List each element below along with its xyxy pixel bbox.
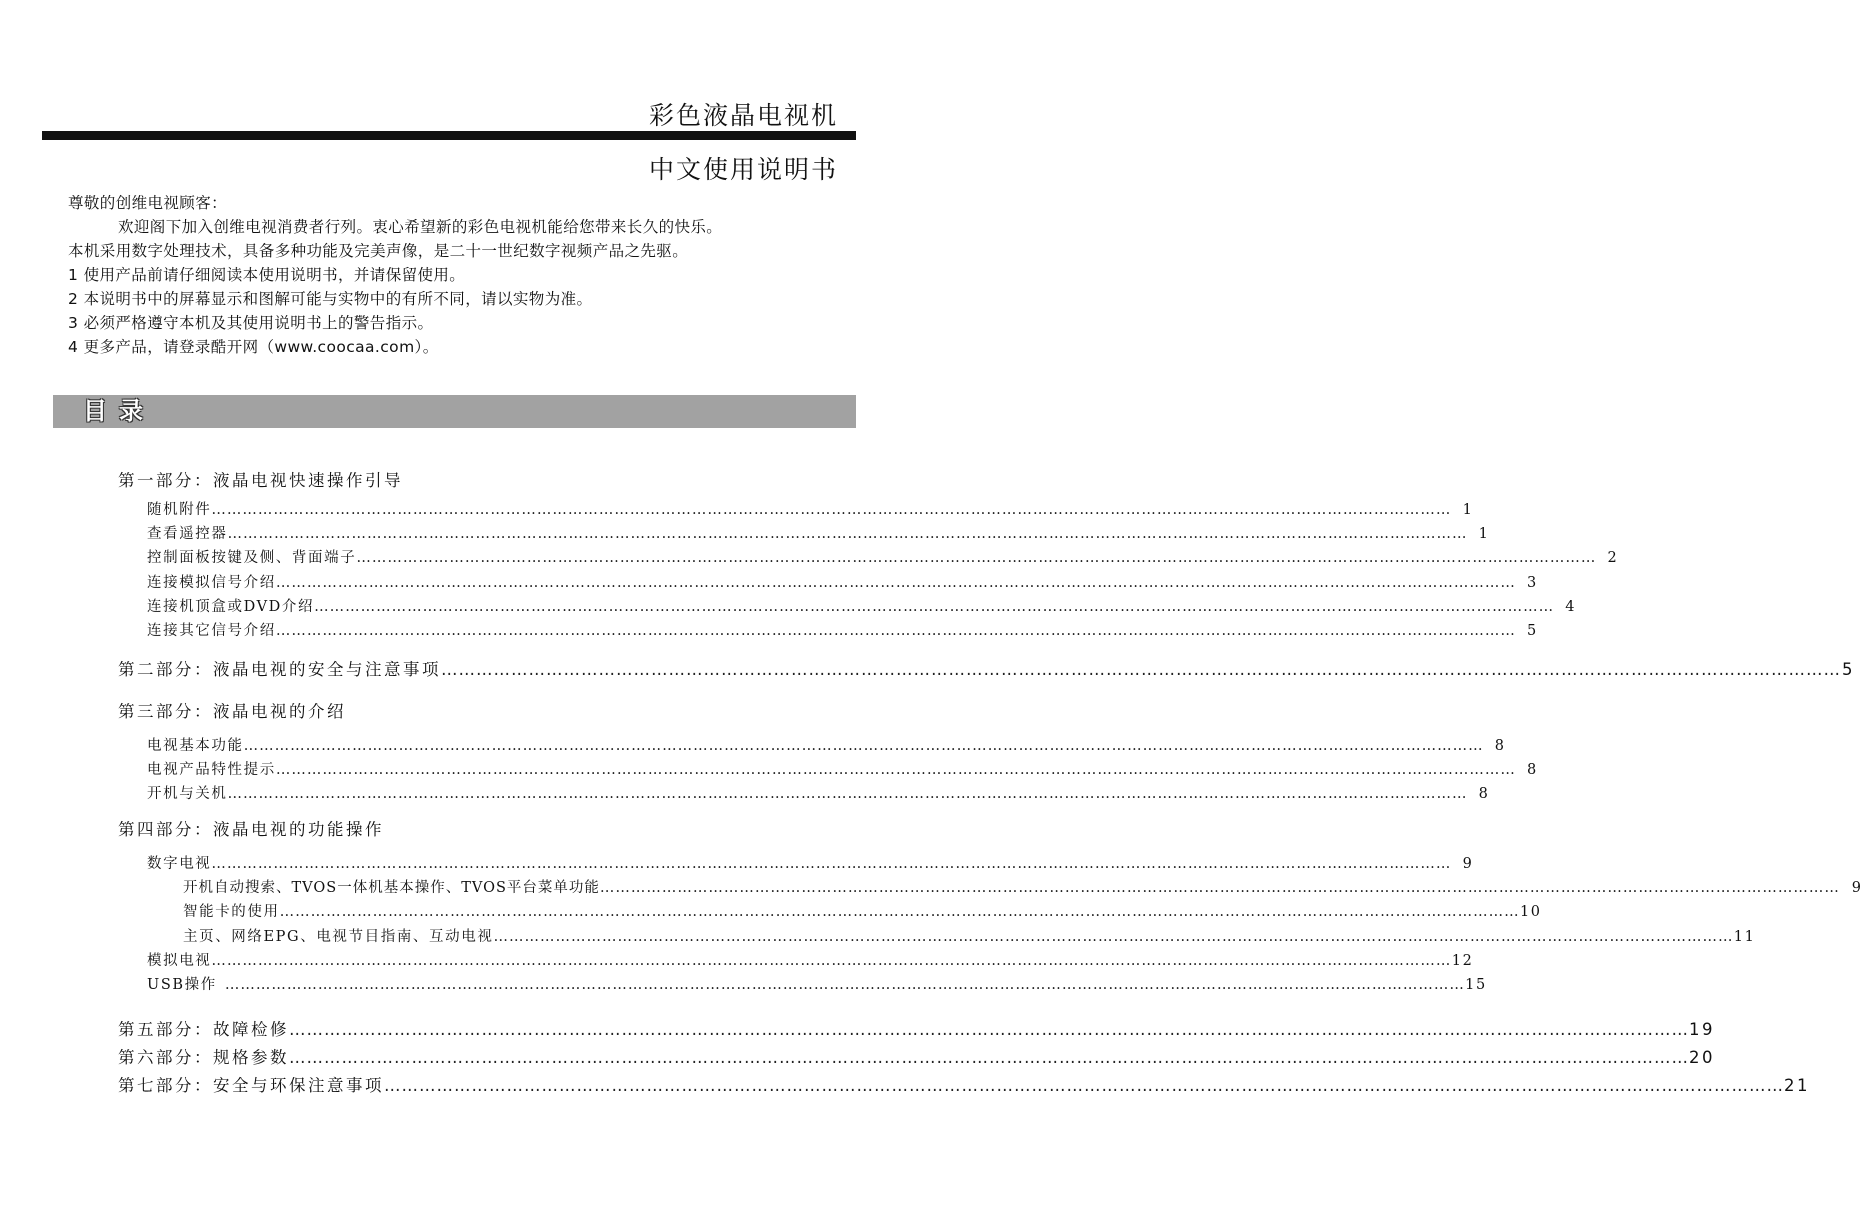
toc-entry-page: 8 [1526,762,1538,778]
toc-entry-label: 开机与关机 [147,786,228,802]
toc-entry[interactable] [147,973,1487,994]
leader-dots: …………………………………………………………………………………………………………………………………………………………………………………………………………………… [314,599,1555,615]
note-2: 2 本说明书中的屏幕显示和图解可能与实物中的有所不同，请以实物为准。 [68,290,593,308]
toc-part3-title: 第三部分：液晶电视的介绍 [118,702,346,721]
toc-entry-page: 12 [1451,953,1474,969]
toc-entry-page: 5 [1526,623,1538,639]
toc-entry-page: 8 [1494,738,1506,754]
toc-entry-label: USB操作 [147,977,217,993]
leader-dots: …………………………………………………………………………………………………………………………………………………………………………………………………………………… [384,1076,1784,1095]
leader-dots: …………………………………………………………………………………………………………………………………………………………………………………………………………………… [441,660,1841,679]
toc-entry-page: 9 [1462,856,1474,872]
toc-entry-page: 4 [1565,599,1577,615]
toc-entry-label: 开机自动搜索、TVOS一体机基本操作、TVOS平台菜单功能 [183,880,600,896]
toc-entry[interactable] [183,900,1542,921]
toc-part1-title: 第一部分：液晶电视快速操作引导 [118,471,403,490]
toc-entry[interactable] [147,782,1490,803]
leader-dots: …………………………………………………………………………………………………………………………………………………………………………………………………………………… [211,502,1452,518]
toc-entry-label: 查看遥控器 [147,526,228,542]
toc-entry-page: 10 [1519,904,1542,920]
toc-entry-label: 数字电视 [147,856,212,872]
toc-entry-page: 1 [1462,502,1474,518]
leader-dots: …………………………………………………………………………………………………………………………………………………………………………………………………………………… [279,904,1520,920]
toc-part2-page: 5 [1842,660,1855,679]
toc-entry-page: 1 [1478,526,1490,542]
leader-dots: …………………………………………………………………………………………………………………………………………………………………………………………………………………… [227,526,1468,542]
toc-entry-page: 8 [1478,786,1490,802]
toc-heading: 目录 [83,397,155,425]
toc-entry-page: 15 [1465,977,1487,993]
toc-entry[interactable] [147,522,1490,543]
toc-entry-label: 模拟电视 [147,953,212,969]
toc-entry[interactable] [147,734,1506,755]
toc-entry[interactable] [147,498,1474,519]
toc-entry[interactable] [147,546,1619,567]
leader-dots: …………………………………………………………………………………………………………………………………………………………………………………………………………………… [289,1048,1689,1067]
toc-entry[interactable] [147,852,1474,873]
note-3: 3 必须严格遵守本机及其使用说明书上的警告指示。 [68,314,434,332]
toc-entry[interactable] [147,758,1538,779]
note-1: 1 使用产品前请仔细阅读本使用说明书，并请保留使用。 [68,266,466,284]
leader-dots: …………………………………………………………………………………………………………………………………………………………………………………………………………………… [227,786,1468,802]
toc-entry[interactable] [147,571,1538,592]
toc-part5[interactable] [118,1016,1715,1040]
toc-entry[interactable] [183,876,1862,897]
leader-dots: …………………………………………………………………………………………………………………………………………………………………………………………………………………… [211,953,1452,969]
toc-entry-page: 3 [1526,575,1538,591]
toc-entry-page: 11 [1733,929,1756,945]
toc-entry-label: 随机附件 [147,502,212,518]
toc-entry-label: 电视产品特性提示 [147,762,276,778]
toc-part2[interactable] [118,656,1855,680]
leader-dots: …………………………………………………………………………………………………………………………………………………………………………………………………………………… [599,880,1840,896]
toc-part7-title: 第七部分：安全与环保注意事项 [118,1076,384,1095]
toc-entry-label: 主页、网络EPG、电视节目指南、互动电视 [183,929,494,945]
toc-part6[interactable] [118,1044,1715,1068]
toc-entry-page: 9 [1851,880,1862,896]
toc-entry[interactable] [147,595,1577,616]
leader-dots: …………………………………………………………………………………………………………………………………………………………………………………………………………………… [243,738,1484,754]
leader-dots: …………………………………………………………………………………………………………………………………………………………………………………………………………………… [211,856,1452,872]
toc-entry[interactable] [183,925,1756,946]
toc-entry-label: 控制面板按键及侧、背面端子 [147,550,357,566]
header-rule [42,131,856,140]
toc-entry-label: 连接机顶盒或DVD介绍 [147,599,315,615]
toc-part7[interactable] [118,1072,1810,1096]
toc-entry-label: 连接模拟信号介绍 [147,575,276,591]
product-title: 彩色液晶电视机 [648,101,838,130]
toc-entry-label: 电视基本功能 [147,738,244,754]
leader-dots: …………………………………………………………………………………………………………………………………………………………………………………………………………………… [275,575,1516,591]
leader-dots: …………………………………………………………………………………………………………………………………………………………………………………………………………………… [224,977,1465,993]
toc-entry[interactable] [147,619,1538,640]
toc-part6-title: 第六部分：规格参数 [118,1048,289,1067]
toc-entry-label: 连接其它信号介绍 [147,623,276,639]
intro-section [68,191,868,359]
toc-heading-bar [53,395,856,428]
toc-part4-title: 第四部分：液晶电视的功能操作 [118,820,384,839]
toc-entry[interactable] [147,949,1474,970]
toc-part5-title: 第五部分：故障检修 [118,1020,289,1039]
leader-dots: …………………………………………………………………………………………………………………………………………………………………………………………………………………… [493,929,1734,945]
toc-part2-title: 第二部分：液晶电视的安全与注意事项 [118,660,441,679]
toc-part6-page: 20 [1689,1048,1715,1067]
toc-entry-page: 2 [1607,550,1619,566]
toc-part5-page: 19 [1689,1020,1715,1039]
tech-text: 本机采用数字处理技术，具备多种功能及完美声像，是二十一世纪数字视频产品之先驱。 [68,242,689,260]
note-4: 4 更多产品，请登录酷开网（www.coocaa.com）。 [68,338,439,356]
greeting: 尊敬的创维电视顾客： [68,194,228,212]
leader-dots: …………………………………………………………………………………………………………………………………………………………………………………………………………………… [275,762,1516,778]
leader-dots: …………………………………………………………………………………………………………………………………………………………………………………………………………………… [289,1020,1689,1039]
leader-dots: …………………………………………………………………………………………………………………………………………………………………………………………………………………… [275,623,1516,639]
manual-title: 中文使用说明书 [648,155,838,184]
toc-entry-label: 智能卡的使用 [183,904,280,920]
leader-dots: …………………………………………………………………………………………………………………………………………………………………………………………………………………… [356,550,1597,566]
welcome-text: 欢迎阁下加入创维电视消费者行列。衷心希望新的彩色电视机能给您带来长久的快乐。 [118,218,723,236]
toc-part7-page: 21 [1784,1076,1810,1095]
